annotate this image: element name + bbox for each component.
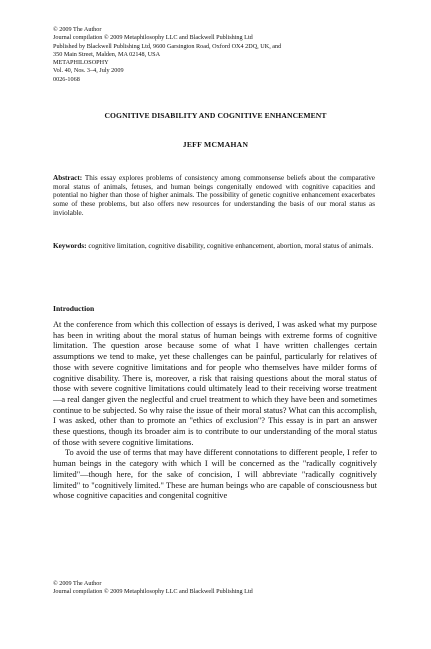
paragraph: To avoid the use of terms that may have different connotations to different people, I refer to human beings in the category with which I will be concerned as the "radically cognitively limited"—though here, for the sake of concision, I will abbreviate "radically cognitively limited" to "cognitively limited." These are human beings who are capable of consciousness but whose cognitive capacities and congenital cognitive [53,448,377,501]
article-title: COGNITIVE DISABILITY AND COGNITIVE ENHANCEMENT [104,111,327,120]
body-text [53,320,377,502]
abstract [53,174,375,217]
abstract-text: This essay explores problems of consistency among commonsense beliefs about the comparative moral status of animals, fetuses, and human beings congenitally endowed with cognitive capacities and potential no higher than those of higher animals. The possibility of genetic cognitive enhancement exacerbates some of these problems, but also offers new resources for understanding the basis of our moral status as inviolable. [53,174,375,217]
page-footer [53,580,393,597]
journal-name: METAPHILOSOPHY [53,59,109,67]
publication-header [53,26,383,84]
volume-issue: Vol. 40, Nos. 3–4, July 2009 [53,67,124,75]
section-heading: Introduction [53,304,95,313]
publisher-address-line: 350 Main Street, Malden, MA 02148, USA [53,50,161,58]
journal-compilation-line: Journal compilation © 2009 Metaphilosophy LLC and Blackwell Publishing Ltd [53,34,253,42]
abstract-label: Abstract: [53,174,83,182]
keywords [53,242,375,251]
copyright-line: © 2009 The Author [53,26,102,33]
article-author: JEFF MCMAHAN [182,140,249,149]
publisher-line: Published by Blackwell Publishing Ltd, 9600 Garsington Road, Oxford OX4 2DQ, UK, and [53,42,282,50]
footer-compilation: Journal compilation © 2009 Metaphilosophy LLC and Blackwell Publishing Ltd [53,588,253,596]
footer-copyright: © 2009 The Author [53,580,102,587]
issn: 0026-1068 [53,75,80,83]
keywords-text: cognitive limitation, cognitive disability, cognitive enhancement, abortion, moral status of animals. [88,242,374,250]
keywords-label: Keywords: [53,242,87,250]
paragraph: At the conference from which this collection of essays is derived, I was asked what my purpose has been in writing about the moral status of human beings with extreme forms of cognitive limitation. The question arose because some of what I have written challenges certain assumptions we tend to make, yet these challenges can be painful, particularly for relatives of those with severe cognitive limitations and for people who themselves have milder forms of cognitive disability. There is, moreover, a risk that raising questions about the moral status of those with severe cognitive limitations could ultimately lead to their receiving worse treatment—a real danger given the neglectful and cruel treatment to which they have been and sometimes continue to be subjected. So why raise the issue of their moral status? What can this accomplish, I was asked, other than to promote an "ethics of exclusion"? This essay is in part an answer these questions, though its broader aim is to contribute to our understanding of the moral status of those with severe cognitive limitations. [53,320,377,447]
